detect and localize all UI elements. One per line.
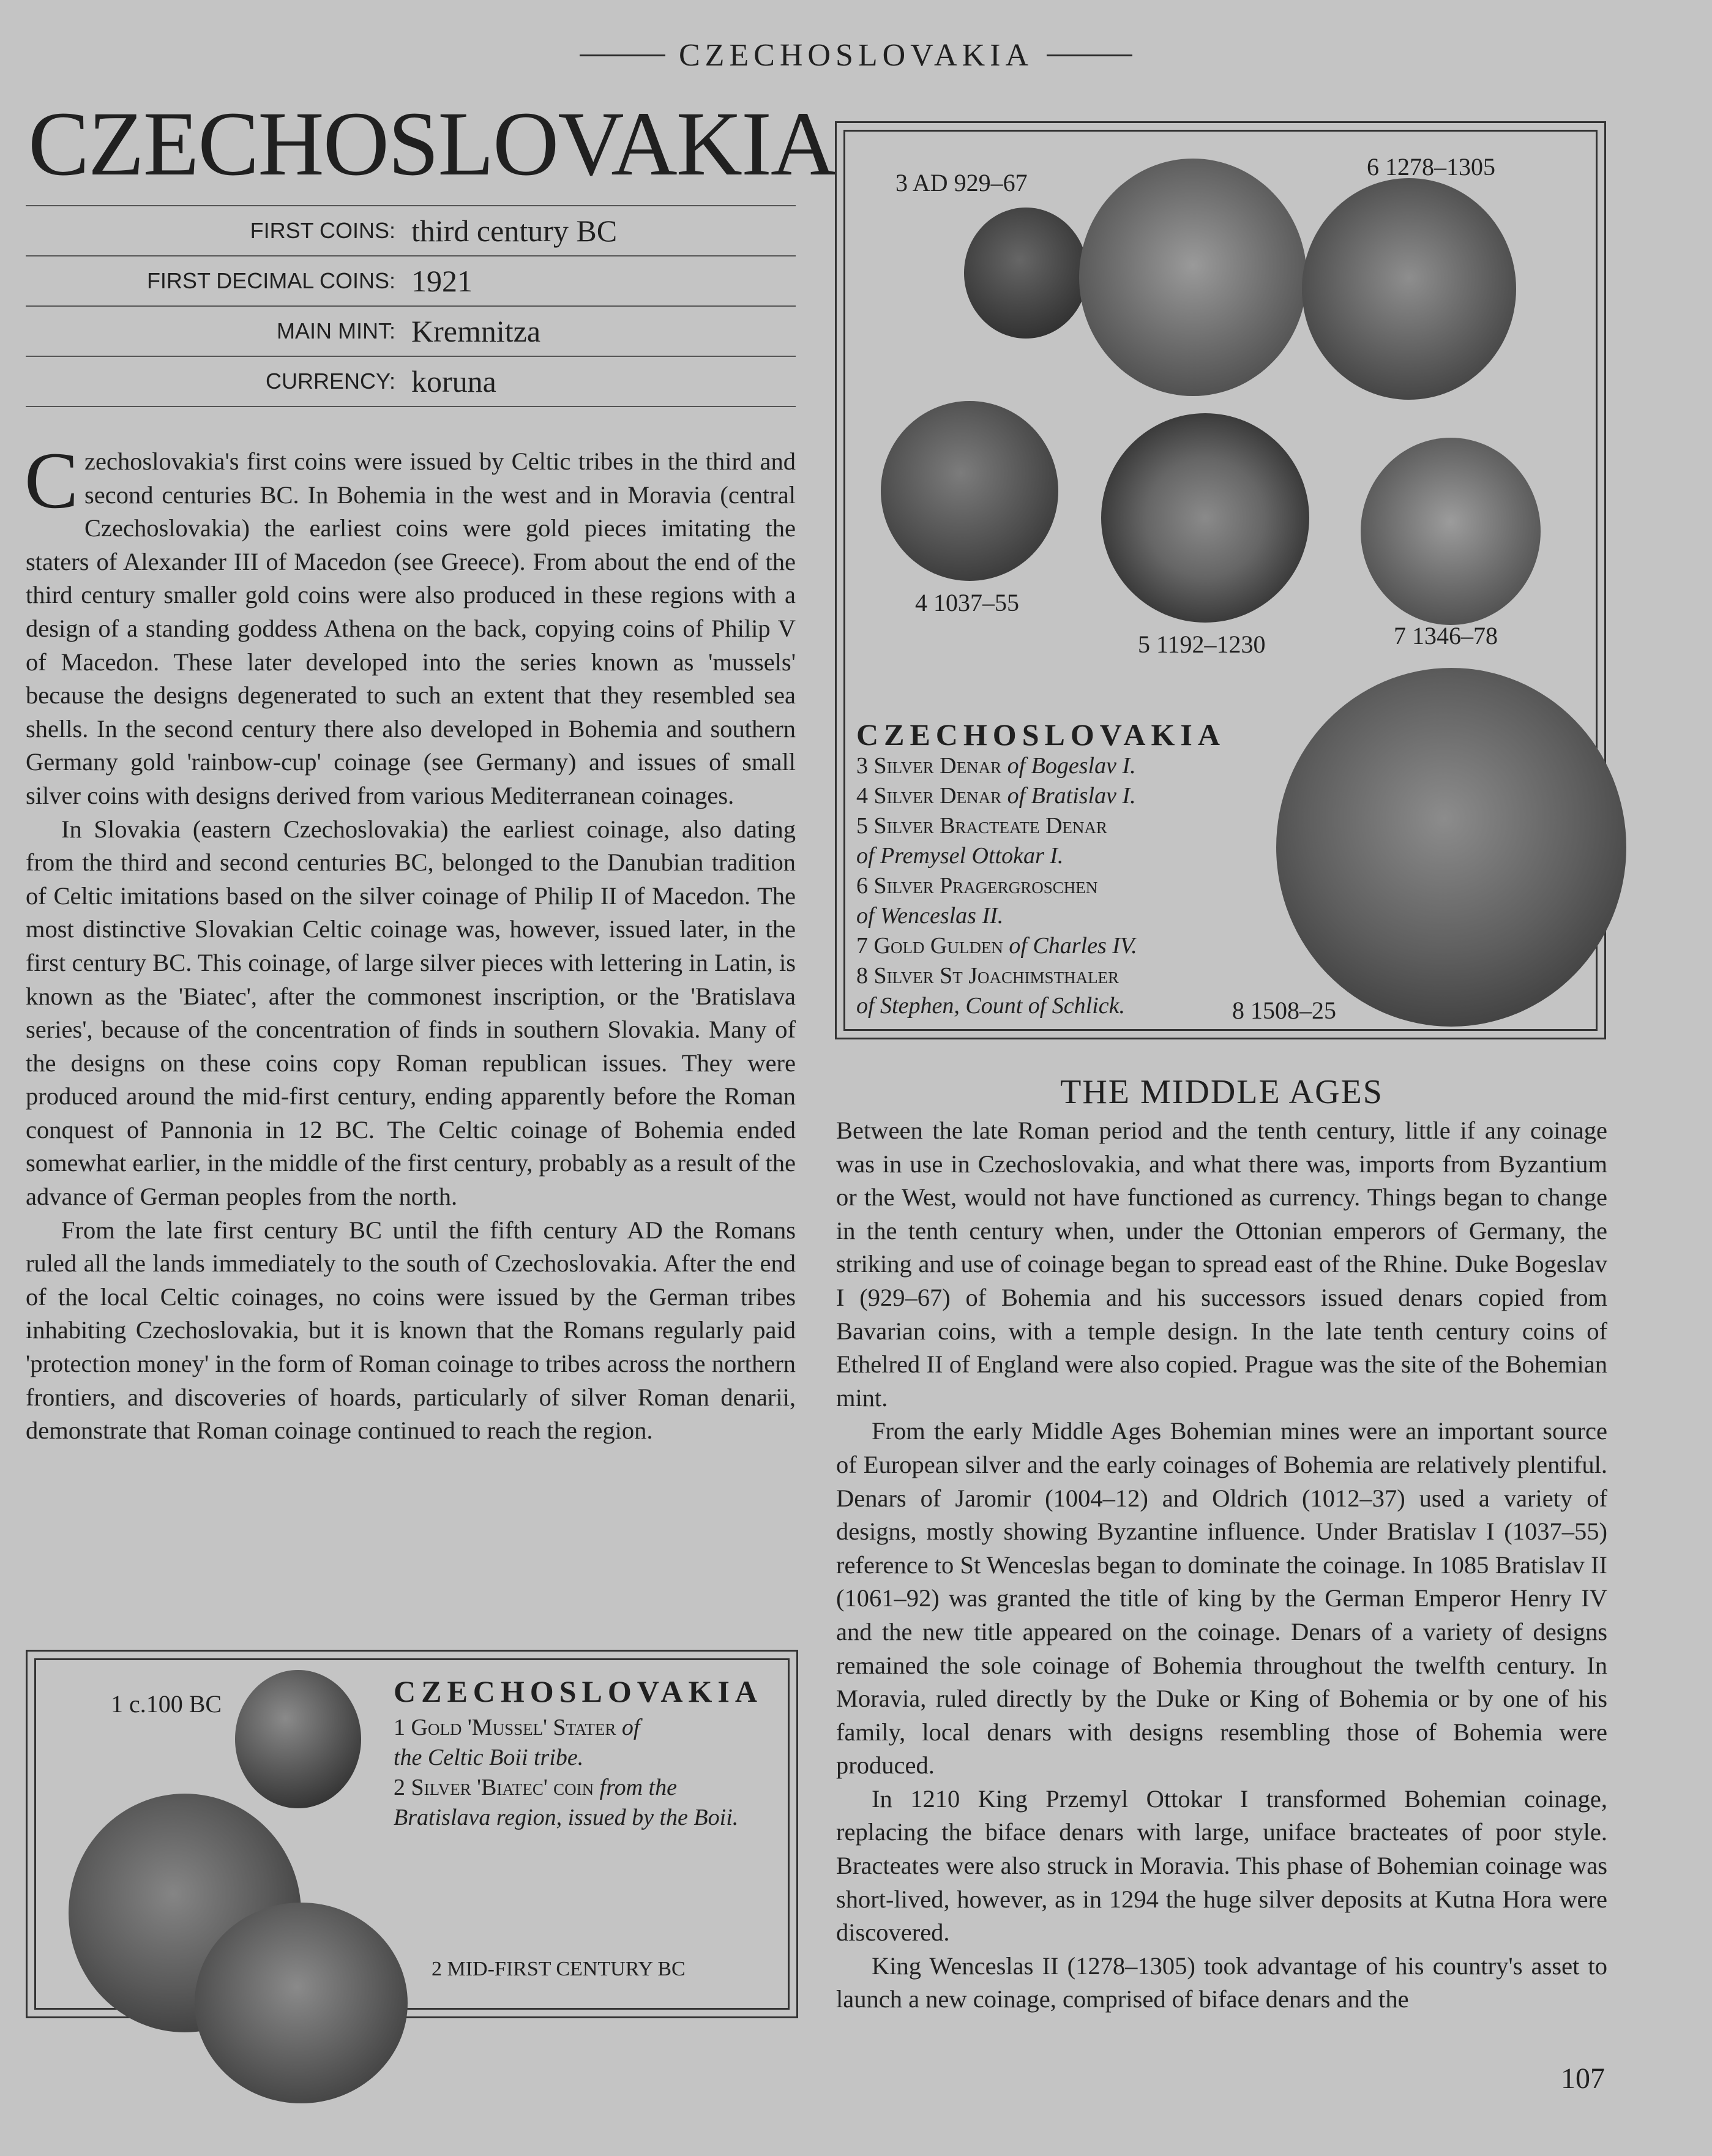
coin-captions: [394, 1713, 738, 1833]
coin-4-image: [881, 401, 1058, 581]
fact-row: [26, 357, 796, 407]
caption-line: 1 Gold 'Mussel' Stater of: [394, 1715, 640, 1740]
coin-label: 3 AD 929–67: [895, 169, 1028, 197]
coin-label: 2 MID-FIRST CENTURY BC: [432, 1958, 686, 1980]
caption-line: 7 Gold Gulden of Charles IV.: [856, 933, 1137, 959]
coin-captions: [856, 751, 1137, 1021]
fact-label: FIRST COINS:: [250, 218, 395, 243]
caption-line: the Celtic Boii tribe.: [394, 1745, 584, 1770]
header-rule-left: [580, 54, 665, 56]
fact-label: MAIN MINT:: [277, 318, 395, 343]
fact-label: CURRENCY:: [265, 369, 395, 394]
caption-line: 4 Silver Denar of Bratislav I.: [856, 783, 1136, 809]
running-header: [0, 31, 1712, 80]
coin-6-obverse-image: [1079, 159, 1307, 396]
coin-panel: [843, 130, 1598, 1031]
coin-8-image: [1276, 668, 1626, 1027]
fact-value: third century BC: [411, 214, 618, 248]
coin-5-image: [1101, 413, 1309, 623]
panel-title: CZECHOSLOVAKIA: [394, 1674, 763, 1709]
facts-table: [26, 205, 796, 407]
fact-value: 1921: [411, 264, 473, 298]
page-number: 107: [1561, 2062, 1605, 2095]
dropcap: C: [24, 435, 79, 525]
paragraph: In 1210 King Przemyl Ottokar I transformed Bohemian coinage, replacing the biface denars with large, uniface bracteates of poor style. Bracteates were also struck in Moravia. This phase of Bohemian coinage was short-lived, however, as in 1294 the huge silver deposits at Kutna Hora were discovered.: [836, 1784, 1607, 1947]
coin-label: 6 1278–1305: [1367, 153, 1495, 181]
caption-line: Bratislava region, issued by the Boii.: [394, 1805, 739, 1830]
coin-label: 7 1346–78: [1394, 622, 1498, 649]
fact-row: [26, 256, 796, 307]
paragraph: In Slovakia (eastern Czechoslovakia) the earliest coinage, also dating from the third and second centuries BC, belonged to the Danubian tradition of Celtic imitations based on the silver coinage of Philip II of Macedon. The most distinctive Slovakian Celtic coinage was, however, issued later, in the first century BC. This coinage, of large silver pieces with lettering in Latin, is known as the 'Biatec', after the commonest inscription, or the 'Bratislava series', because of the concentration of finds in southern Slovakia. Many of the designs on these coins copy Roman republican issues. They were produced around the mid-first century, ending apparently before the Roman conquest of Pannonia in 12 BC. The Celtic coinage of Bohemia ended somewhat earlier, in the middle of the first century, probably as a result of the advance of German peoples from the north.: [26, 815, 796, 1211]
caption-line: 6 Silver Pragergroschen: [856, 873, 1098, 899]
caption-line: 8 Silver St Joachimsthaler: [856, 963, 1120, 989]
panel-title: CZECHOSLOVAKIA: [856, 717, 1225, 752]
caption-line: of Stephen, Count of Schlick.: [856, 993, 1126, 1019]
coin-2-reverse-image: [195, 1903, 408, 2103]
left-column: [24, 435, 796, 1448]
caption-line: of Wenceslas II.: [856, 903, 1004, 929]
paragraph: Between the late Roman period and the tenth century, little if any coinage was in use in Czechoslovakia, and what there was, imports from Byzantium or the West, would not have functioned as currency. Things began to change in the tenth century when, under the Ottonian emperors of Germany, the striking and use of coinage began to spread east of the Rhine. Duke Bogeslav I (929–67) of Bohemia and his successors issued denars copied from Bavarian coins, with a temple design. In the late tenth century coins of Ethelred II of England were also copied. Prague was the site of the Bohemian mint.: [836, 1117, 1607, 1412]
fact-value: Kremnitza: [411, 314, 541, 348]
caption-line: 5 Silver Bracteate Denar: [856, 813, 1107, 839]
fact-value: koruna: [411, 364, 496, 399]
header-rule-right: [1047, 54, 1132, 56]
caption-line: 2 Silver 'Biatec' coin from the: [394, 1775, 677, 1800]
caption-line: 3 Silver Denar of Bogeslav I.: [856, 753, 1136, 779]
paragraph-text: zechoslovakia's first coins were issued by Celtic tribes in the third and second centuries BC. In Bohemia in the west and in Moravia (central Czechoslovakia) the earliest coins were gold pieces imitating the staters of Alexander III of Macedon (see Greece). From about the end of the third century smaller gold coins were also produced in these regions with a design of a standing goddess Athena on the back, copying coins of Philip V of Macedon. These later developed into the series known as 'mussels' because the designs degenerated to such an extent that they resembled sea shells. In the second century there also developed in Bohemia and southern Germany gold 'rainbow-cup' coinage (see Germany) and issues of small silver coins with designs derived from various Mediterranean coinages.: [26, 447, 796, 809]
coin-1-image: [235, 1670, 361, 1808]
caption-line: of Premysel Ottokar I.: [856, 843, 1064, 869]
fact-row: [26, 206, 796, 256]
paragraph: King Wenceslas II (1278–1305) took advantage of his country's asset to launch a new coinage, comprised of biface denars and the: [836, 1952, 1607, 2013]
coin-label: 4 1037–55: [915, 589, 1019, 616]
fact-label: FIRST DECIMAL COINS:: [146, 268, 395, 293]
fact-row: [26, 307, 796, 357]
paragraph: [24, 435, 796, 813]
paragraph: From the early Middle Ages Bohemian mines were an important source of European silver and the early coinages of Bohemia are relatively plentiful. Denars of Jaromir (1004–12) and Oldrich (1012–37) used a variety of designs, mostly showing Byzantine influence. Under Bratislav I (1037–55) reference to St Wenceslas began to dominate the coinage. In 1085 Bratislav II (1061–92) was granted the title of king by the German Emperor Henry IV and the new title appeared on the coinage. Denars of a variety of designs remained the sole coinage of Bohemia throughout the twelfth century. In Moravia, ruled directly by the Duke or King of Bohemia or by one of his family, local denars with designs resembling those of Bohemia were produced.: [836, 1417, 1607, 1780]
page-title: CZECHOSLOVAKIA: [28, 93, 836, 195]
running-title: CZECHOSLOVAKIA: [678, 37, 1034, 73]
coin-label: 1 c.100 BC: [111, 1690, 222, 1718]
coin-label: 5 1192–1230: [1138, 631, 1266, 658]
section-heading: THE MIDDLE AGES: [1060, 1073, 1383, 1111]
paragraph: From the late first century BC until the fifth century AD the Romans ruled all the lands immediately to the south of Czechoslovakia. After the end of the local Celtic coinages, no coins were issued by the German tribes inhabiting Czechoslovakia, but it is known that the Romans regularly paid 'protection money' in the form of Roman coinage to tribes across the northern frontiers, and discoveries of hoards, particularly of silver Roman denarii, demonstrate that Roman coinage continued to reach the region.: [26, 1216, 796, 1445]
coin-7-image: [1361, 438, 1541, 625]
coin-6-reverse-image: [1302, 178, 1516, 400]
right-column: [836, 1114, 1607, 2016]
coin-label: 8 1508–25: [1232, 997, 1336, 1024]
coin-3-image: [964, 208, 1088, 339]
